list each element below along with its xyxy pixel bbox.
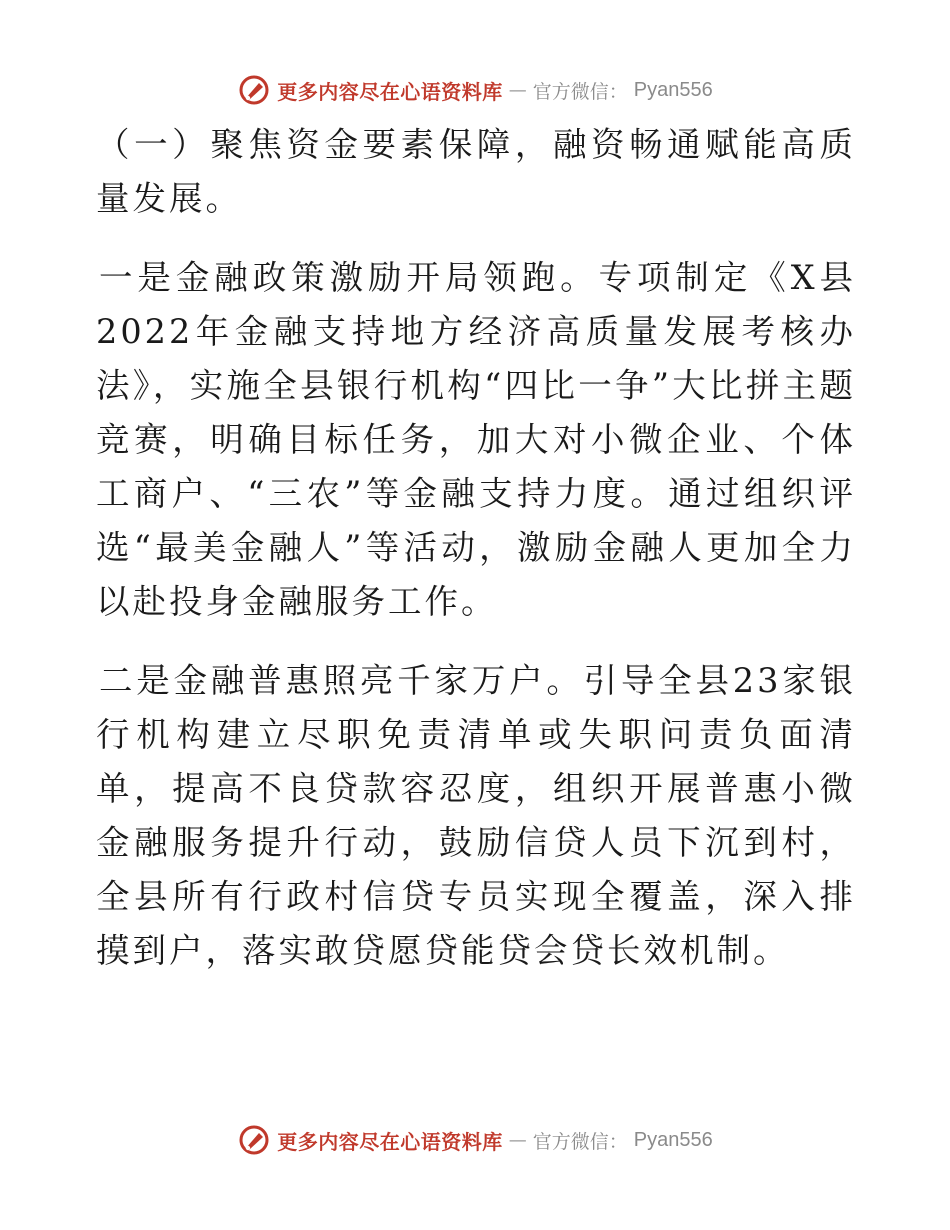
document-body — [96, 118, 856, 978]
watermark-footer — [0, 1118, 950, 1162]
pen-nib-logo-icon — [237, 1123, 271, 1157]
paragraph-finance-policy: 一是金融政策激励开局领跑。专项制定《X县2022年金融支持地方经济高质量发展考核办法》，实施全县银行机构“四比一争”大比拼主题竞赛，明确目标任务，加大对小微企业、个体工商户、“三农”等金融支持力度。通过组织评选“最美金融人”等活动，激励金融人更加全力以赴投身金融服务工作。 — [96, 258, 856, 621]
watermark-official-label: 官方微信： — [532, 80, 628, 103]
watermark-site-name: 更多内容尽在心语资料库 — [277, 79, 503, 104]
watermark-wechat-id: Pyan556 — [633, 78, 713, 101]
watermark-wechat-id: Pyan556 — [633, 1128, 713, 1151]
watermark-site-name: 更多内容尽在心语资料库 — [277, 1129, 503, 1154]
watermark-separator: — — [508, 79, 527, 101]
watermark-official-label: 官方微信： — [532, 1130, 628, 1153]
paragraph-inclusive-finance: 二是金融普惠照亮千家万户。引导全县23家银行机构建立尽职免责清单或失职问责负面清单，提高不良贷款容忍度，组织开展普惠小微金融服务提升行动，鼓励信贷人员下沉到村，全县所有行政村信贷专员实现全覆盖，深入排摸到户，落实敢贷愿贷能贷会贷长效机制。 — [96, 661, 856, 970]
pen-nib-logo-icon — [237, 73, 271, 107]
watermark-separator: — — [508, 1129, 527, 1151]
section-heading: （一）聚焦资金要素保障，融资畅通赋能高质量发展。 — [96, 125, 856, 218]
watermark-header — [0, 68, 950, 112]
